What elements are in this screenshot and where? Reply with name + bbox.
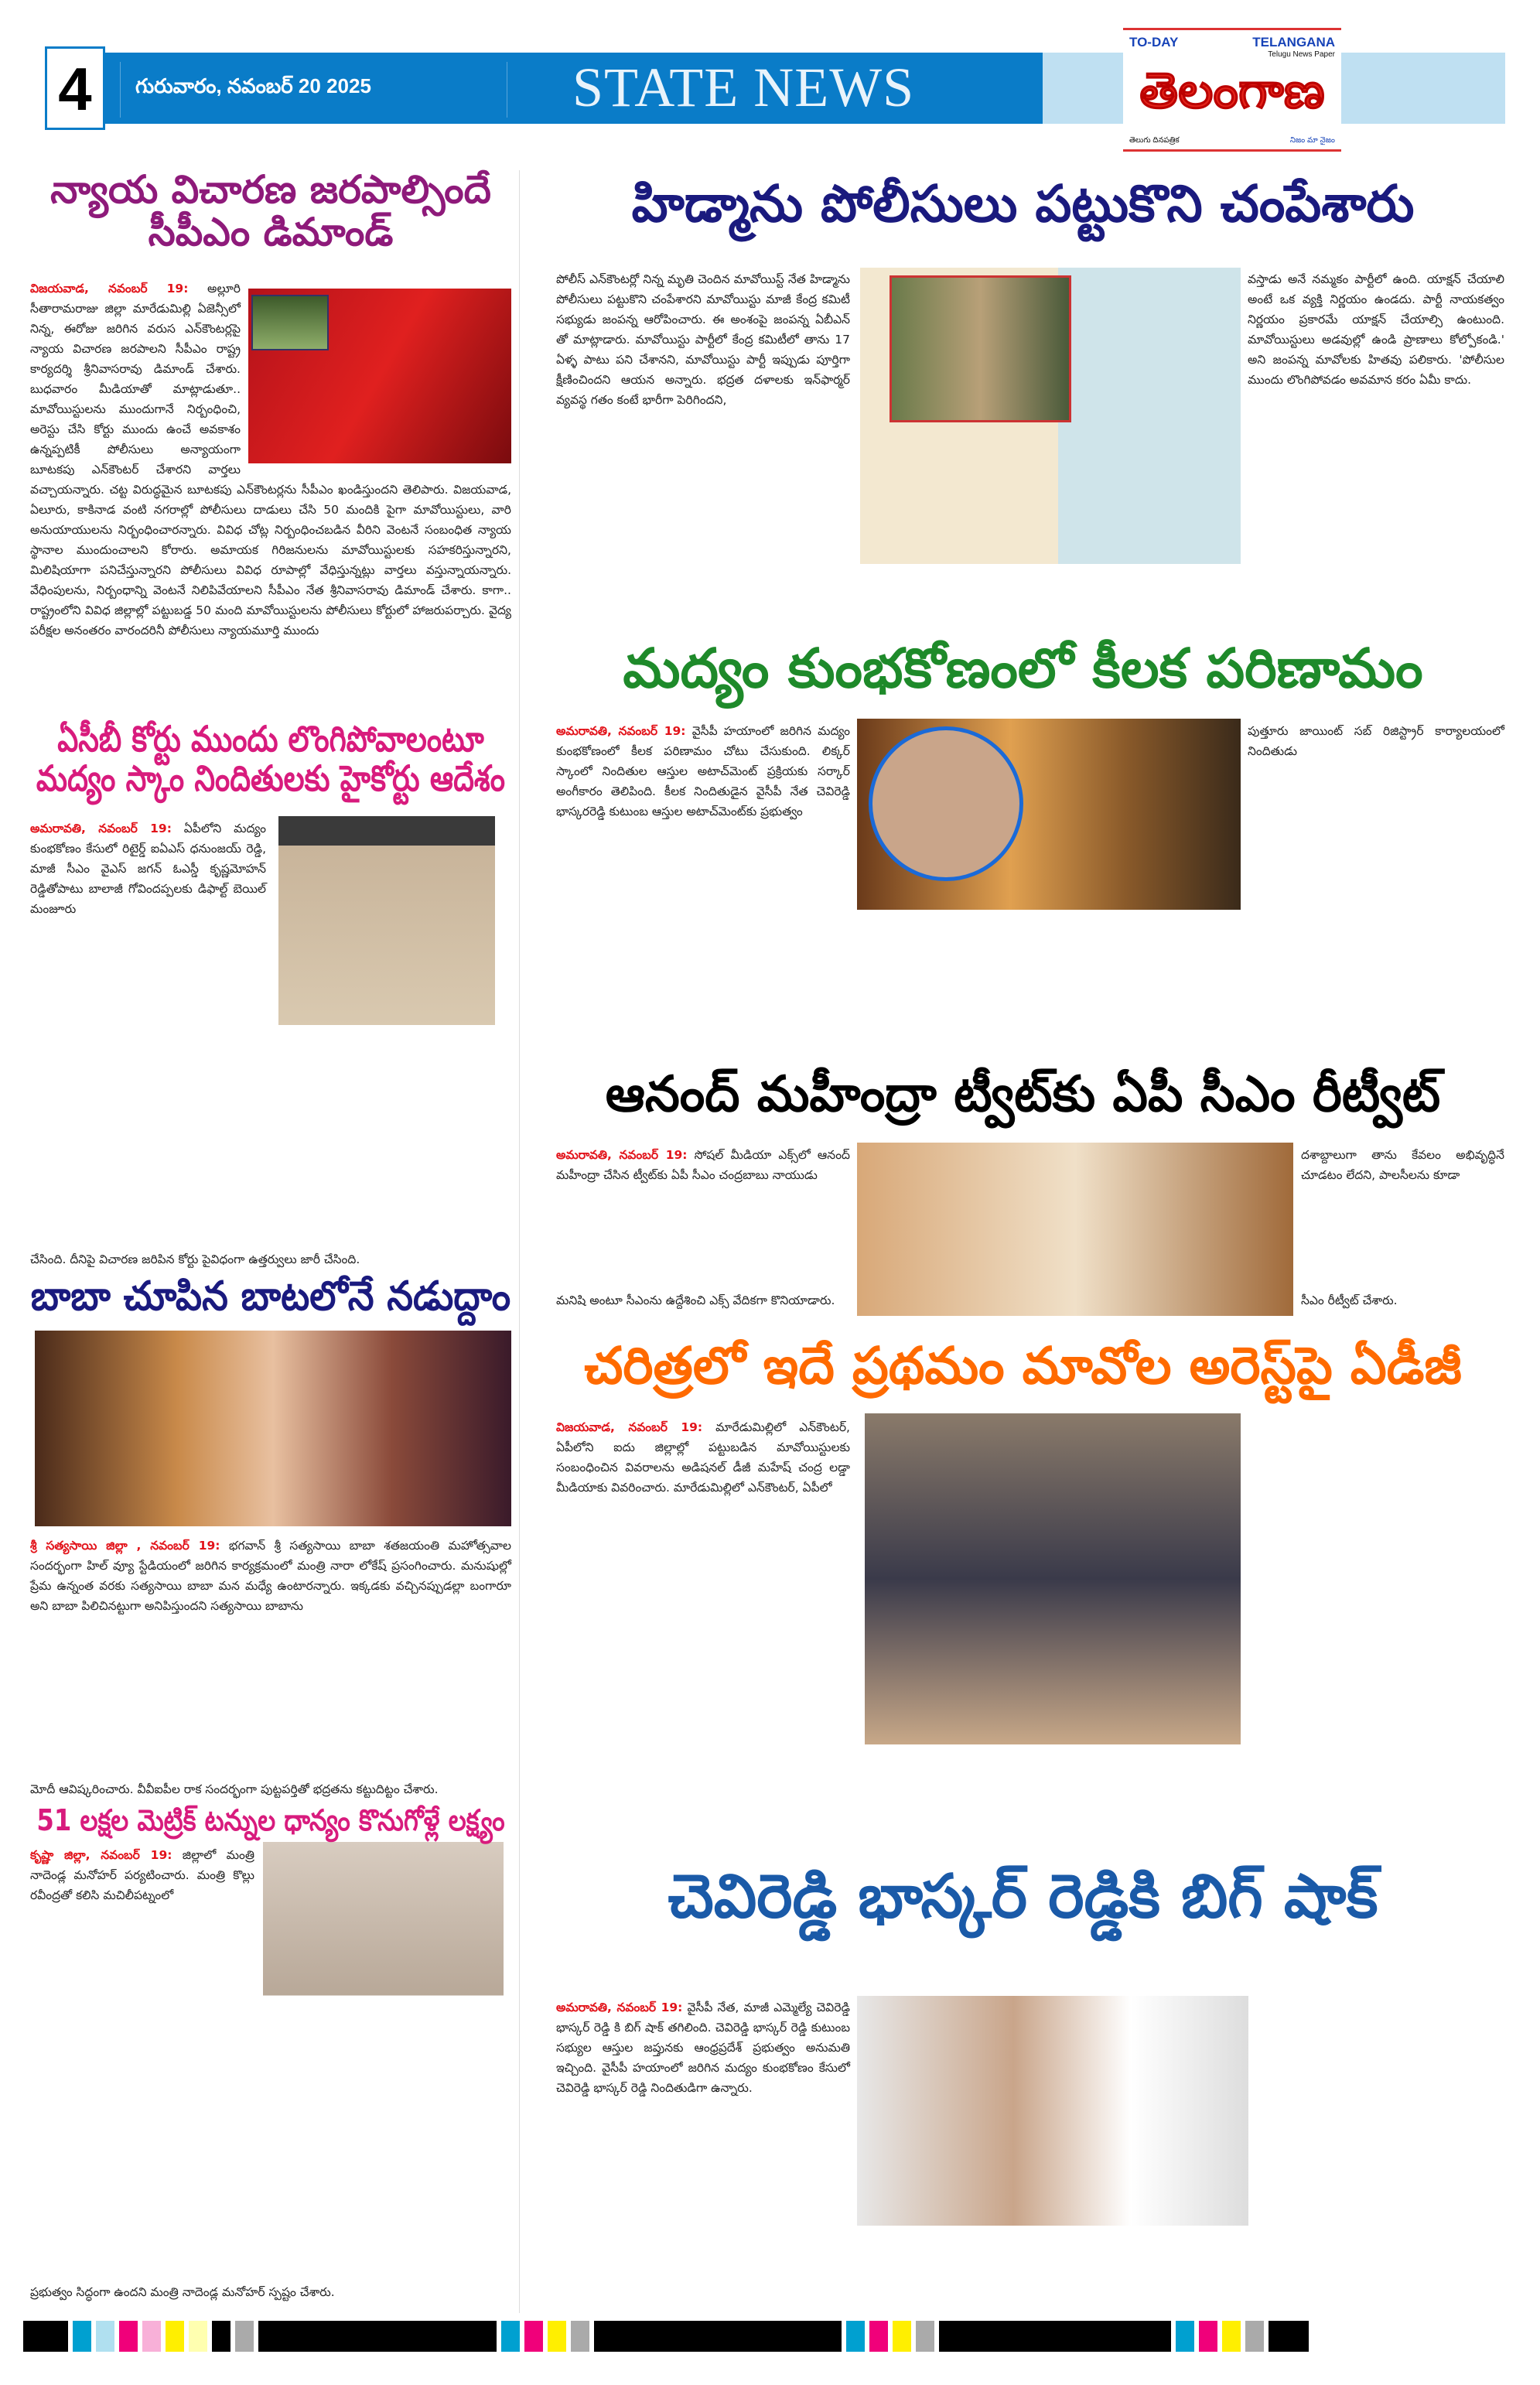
color-swatch xyxy=(235,2321,254,2352)
headline-adg: చరిత్రలో ఇదే ప్రథమం మావోల అరెస్ట్‌పై ఏడీజీ xyxy=(584,1336,1462,1396)
headline-chevireddy: చెవిరెడ్డి భాస్కర్ రెడ్డికి బిగ్ షాక్ xyxy=(668,1862,1378,1932)
dateline: అమరావతి, నవంబర్ 19: xyxy=(556,724,686,738)
color-swatch xyxy=(548,2321,566,2352)
article-anand-ending: మనిషి అంటూ సీఎంను ఉద్దేశించి ఎక్స్ వేదికగా కొనియాడారు. xyxy=(556,1293,835,1307)
dateline: కృష్ణా జిల్లా, నవంబర్ 19: xyxy=(30,1848,172,1862)
article-baba-ending: మోదీ ఆవిష్కరించారు. వీవీఐపీల రాక సందర్భంగా పుట్టపర్తితో భద్రతను కట్టుదిట్టం చేశారు. xyxy=(30,1782,439,1796)
article-text: వైసీపీ నేత, మాజీ ఎమ్మెల్యే చెవిరెడ్డి భాస్కర్ రెడ్డి కి బిగ్ షాక్ తగిలింది. చెవిరెడ్డి భాస్కర్ రెడ్డి కుటుంబ సభ్యుల ఆస్తుల జప్తునకు ఆంధ్రప్రదేశ్ ప్రభుత్వం అనుమతి ఇచ్చింది. వైసీపీ హయాంలో జరిగిన మద్యం కుంభకోణం కేసులో చెవిరెడ్డి భాస్కర్ రెడ్డి నిందితుడిగా ఉన్నారు. xyxy=(556,2001,850,2095)
article-baba-body xyxy=(30,1536,511,1616)
photo-adg-mahesh-chandra-laddha xyxy=(865,1413,1241,1744)
dateline: అమరావతి, నవంబర్ 19: xyxy=(556,1148,688,1162)
article-text: వైసీపీ హయాంలో జరిగిన మద్యం కుంభకోణంలో కీలక పరిణామం చోటు చేసుకుంది. లిక్కర్ స్కాంలో నిందితుల ఆస్తుల అటాచ్‌మెంట్ ప్రక్రియకు సర్కార్ అంగీకారం తెలిపింది. కీలక నిందితుడైన వైసీపీ నేత చెవిరెడ్డి భాస్కరరెడ్డి కుటుంబ ఆస్తుల అటాచ్‌మెంట్‌కు ప్రభుత్వం xyxy=(556,724,850,818)
color-swatch xyxy=(846,2321,865,2352)
inset-photo-chevireddy xyxy=(869,726,1023,881)
photo-liquor-bottles xyxy=(857,719,1241,910)
photo-minister-nadendla xyxy=(263,1842,504,2098)
headline-anand: ఆనంద్ మహీంద్రా ట్వీట్‌కు ఏపీ సీఎం రీట్వీట్ xyxy=(605,1066,1441,1123)
color-swatch xyxy=(501,2321,520,2352)
color-swatch xyxy=(212,2321,230,2352)
article-acb-ending: చేసింది. దీనిపై విచారణ జరిపిన కోర్టు పైవిధంగా ఉత్తర్వులు జారీ చేసింది. xyxy=(30,1252,360,1266)
color-swatch xyxy=(594,2321,842,2352)
color-swatch xyxy=(916,2321,934,2352)
divider xyxy=(120,62,121,118)
article-anand-body-2: దశాబ్దాలుగా తాను కేవలం అభివృద్ధినే చూడటం లేదని, పాలసీలను కూడా xyxy=(1301,1148,1504,1182)
color-swatch xyxy=(571,2321,589,2352)
photo-jampanna-hidma xyxy=(860,268,1241,564)
print-color-bar xyxy=(23,2321,1520,2352)
color-swatch xyxy=(96,2321,114,2352)
color-swatch xyxy=(939,2321,1171,2352)
section-title: STATE NEWS xyxy=(572,56,915,118)
article-hidma-body: పోలీస్ ఎన్‌కౌంటర్లో నిన్న మృతి చెందిన మావోయిస్ట్ నేత హిడ్మాను పోలీసులు పట్టుకొని చంపేశారని మావోయిస్టు మాజీ కేంద్ర కమిటీ సభ్యుడు జంపన్న ఆరోపించారు. ఈ అంశంపై జంపన్న ఏబీఎన్ తో మాట్లాడారు. మావోయిస్టు పార్టీలో కేంద్ర కమిటీలో తాను 17 ఏళ్ళ పాటు పని చేశానని, మావోయిస్టు పార్టీ ఇప్పుడు పూర్తిగా క్షీణించిందని ఆయన అన్నారు. భద్రత దళాలకు ఇన్‌ఫార్మర్ వ్యవస్థ గతం కంటే భారీగా పెరిగిందని, xyxy=(556,272,850,407)
article-text: ఏపీలోని మద్యం కుంభకోణం కేసులో రిటైర్డ్ ఐఏఎస్ ధనుంజయ్ రెడ్డి, మాజీ సీఎం వైఎస్ జగన్ ఓఎస్డీ కృష్ణమోహన్ రెడ్డితోపాటు బాలాజీ గోవిందప్పలకు డిఫాల్ట్ బెయిల్ మంజూరు xyxy=(30,822,266,916)
article-acb-body xyxy=(30,818,266,919)
page-number: 4 xyxy=(45,46,105,130)
color-swatch xyxy=(23,2321,68,2352)
color-swatch xyxy=(1176,2321,1194,2352)
article-chevireddy-body xyxy=(556,1997,850,2098)
headline-hidma: హిడ్మాను పోలీసులు పట్టుకొని చంపేశారు xyxy=(631,174,1415,234)
article-text: జిల్లాలో మంత్రి నాదెండ్ల మనోహర్ పర్యటించారు. మంత్రి కొల్లు రవీంద్రతో కలిసి మచిలీపట్నంలో xyxy=(30,1848,254,1902)
photo-chevireddy-bhaskar-reddy xyxy=(857,1996,1248,2226)
article-text: భగవాన్ శ్రీ సత్యసాయి బాబా శతజయంతి మహోత్సవాల సందర్భంగా హిల్ వ్యూ స్టేడియంలో జరిగిన కార్యక్రమంలో మంత్రి నారా లోకేష్ ప్రసంగించారు. మనుషుల్లో ప్రేమ ఉన్నంత వరకు సత్యసాయి బాబా మన మధ్యే ఉంటారన్నారు. ఇక్కడకు వచ్చినప్పుడల్లా బంగారూ అని బాబా పిలిచినట్టుగా అనిపిస్తుందని సత్యసాయి బాబాను xyxy=(30,1539,511,1613)
logo-text: నిజం మా నైజం xyxy=(1289,136,1335,145)
article-liquor-body-2: పుత్తూరు జాయింట్ సబ్ రిజిస్ట్రార్ కార్యాలయంలో నిందితుడు xyxy=(1248,724,1504,758)
photo-sathya-sai-event xyxy=(35,1331,511,1526)
logo-text: TO-DAY xyxy=(1129,35,1179,50)
color-swatch xyxy=(119,2321,138,2352)
logo-text: తెలుగు దినపత్రిక xyxy=(1129,136,1180,145)
logo-tagline: Telugu News Paper xyxy=(1268,50,1335,59)
color-swatch xyxy=(73,2321,91,2352)
column-divider xyxy=(519,170,520,2313)
article-adg-body xyxy=(556,1417,850,1498)
dateline: శ్రీ సత్యసాయి జిల్లా , నవంబర్ 19: xyxy=(30,1539,220,1553)
color-swatch xyxy=(258,2321,497,2352)
article-anand-body xyxy=(556,1145,850,1185)
color-swatch xyxy=(142,2321,161,2352)
headline-acb: ఏసీబీ కోర్టు ముందు లొంగిపోవాలంటూ మద్యం స్కాం నిందితులకు హైకోర్టు ఆదేశం xyxy=(36,718,506,799)
article-grain-ending: ప్రభుత్వం సిద్ధంగా ఉందని మంత్రి నాదెండ్ల మనోహర్ స్పష్టం చేశారు. xyxy=(30,2285,335,2299)
inset-photo-hidma xyxy=(890,275,1071,422)
headline-grain: 51 లక్షల మెట్రిక్ టన్నుల ధాన్యం కొనుగోళ్లే లక్ష్యం xyxy=(36,1803,505,1837)
article-text: అల్లూరి సీతారామరాజు జిల్లా మారేడుమిల్లి ఏజెన్సీలో నిన్న, ఈరోజు జరిగిన వరుస ఎన్‌కౌంటర్లపై న్యాయ విచారణ జరపాలని సీపీఎం రాష్ట్ర కార్యదర్శి శ్రీనివాసరావు డిమాండ్ చేశారు. బుధవారం మీడియాతో మాట్లాడుతూ.. మావోయిస్టులను ముందుగానే నిర్బంధించి, అరెస్టు చేసి కోర్టు ముందు ఉంచే అవకాశం ఉన్నప్పటికీ పోలీసులు అన్యాయంగా బూటకపు ఎన్‌కౌంటర్ చేశారని వార్తలు వచ్చాయన్నారు. చట్ట విరుద్ధమైన బూటకపు ఎన్‌కౌంటర్లను సీపీఎం ఖండిస్తుందని తెలిపారు. విజయవాడ, ఏలూరు, కాకినాడ వంటి నగరాల్లో పోలీసులు దాడులు చేసి 50 మందికి పైగా మావోయిస్టులు, వారి అనుయాయులను నిర్బంధించారన్నారు. వివిధ చోట్ల నిర్బంధించబడిన వీరిని వెంటనే సంబంధిత న్యాయ స్థానాల ముందుంచాలని కోరారు. అమాయక గిరిజనులను మావోయిస్టులకు సహకరిస్తున్నారని, మిలిషియాగా పనిచేస్తున్నారని పోలీసులు వివిధ రూపాల్లో వేధిస్తున్నట్లు వార్తలు వస్తున్నాయన్నారు. వేధింపులను, నిర్బంధాన్ని వెంటనే నిలిపివేయాలని సీపీఎం నేత శ్రీనివాసరావు డిమాండ్ చేశారు. కాగా.. రాష్ట్రంలోని వివిధ జిల్లాల్లో పట్టుబడ్డ 50 మంది మావోయిస్టులను పోలీసులు కోర్టులో హాజరుపర్చారు. వైద్య పరీక్షల అనంతరం వారందరినీ పోలీసులు న్యాయమూర్తి ముందు xyxy=(30,282,511,637)
dateline: అమరావతి, నవంబర్ 19: xyxy=(30,822,172,835)
article-text: మారేడుమిల్లిలో ఎన్‌కౌంటర్, ఏపీలోని ఐదు జిల్లాల్లో పట్టుబడిన మావోయిస్టులకు సంబంధించిన వివరాలను అడిషనల్ డీజీ మహేష్ చంద్ర లడ్డా మీడియాకు వివరించారు. మారేడుమిల్లిలో ఎన్‌కౌంటర్, ఏపీలో xyxy=(556,1420,850,1495)
dateline: విజయవాడ, నవంబర్ 19: xyxy=(556,1420,703,1434)
color-swatch xyxy=(1269,2321,1309,2352)
article-hidma-body-2: వస్తాడు అనే నమ్మకం పార్టీలో ఉంది. యాక్షన్ చేయాలి అంటే ఒక వ్యక్తి నిర్ణయం ఉండదు. పార్టీ నాయకత్వం నిర్ణయం ప్రకారమే యాక్షన్ చేయాల్సి ఉంటుంది. మావోయిస్టులు అడవుల్లో ఉండి ప్రాణాలు కోల్పోకండి.' అని జంపన్న మావోలకు హితవు పలికారు. 'పోలీసుల ముందు లొంగిపోవడం అవమాన కరం ఏమీ కాదు. xyxy=(1248,272,1504,387)
headline-liquor: మద్యం కుంభకోణంలో కీలక పరిణామం xyxy=(623,637,1423,700)
color-swatch xyxy=(1245,2321,1264,2352)
color-swatch xyxy=(893,2321,911,2352)
float-space xyxy=(241,278,511,472)
color-swatch xyxy=(1199,2321,1217,2352)
dateline: విజయవాడ, నవంబర్ 19: xyxy=(30,282,189,296)
headline-cpm: న్యాయ విచారణ జరపాల్సిందే సీపీఎం డిమాండ్ xyxy=(50,167,491,255)
color-swatch xyxy=(1222,2321,1241,2352)
logo-text: TELANGANA xyxy=(1252,35,1335,50)
newspaper-logo xyxy=(1123,28,1341,152)
article-liquor-body xyxy=(556,721,850,822)
color-swatch xyxy=(166,2321,184,2352)
issue-date: గురువారం, నవంబర్ 20 2025 xyxy=(135,74,371,97)
article-cpm-body xyxy=(30,278,511,641)
headline-baba: బాబా చూపిన బాటలోనే నడుద్దాం xyxy=(30,1273,511,1320)
photo-chandrababu-anand-mahindra xyxy=(857,1143,1293,1316)
article-text: సోషల్ మీడియా ఎక్స్‌లో ఆనంద్ మహీంద్రా చేసిన ట్వీట్‌కు ఏపీ సీఎం చంద్రబాబు నాయుడు xyxy=(556,1148,850,1182)
photo-high-court xyxy=(278,816,495,1025)
article-grain-body xyxy=(30,1845,254,1905)
color-swatch xyxy=(189,2321,207,2352)
dateline: అమరావతి, నవంబర్ 19: xyxy=(556,2001,683,2014)
article-anand-ending-2: సీఎం రీట్వీట్ చేశారు. xyxy=(1301,1293,1398,1307)
color-swatch xyxy=(524,2321,543,2352)
color-swatch xyxy=(869,2321,888,2352)
logo-name: తెలంగాణ xyxy=(1139,63,1325,118)
